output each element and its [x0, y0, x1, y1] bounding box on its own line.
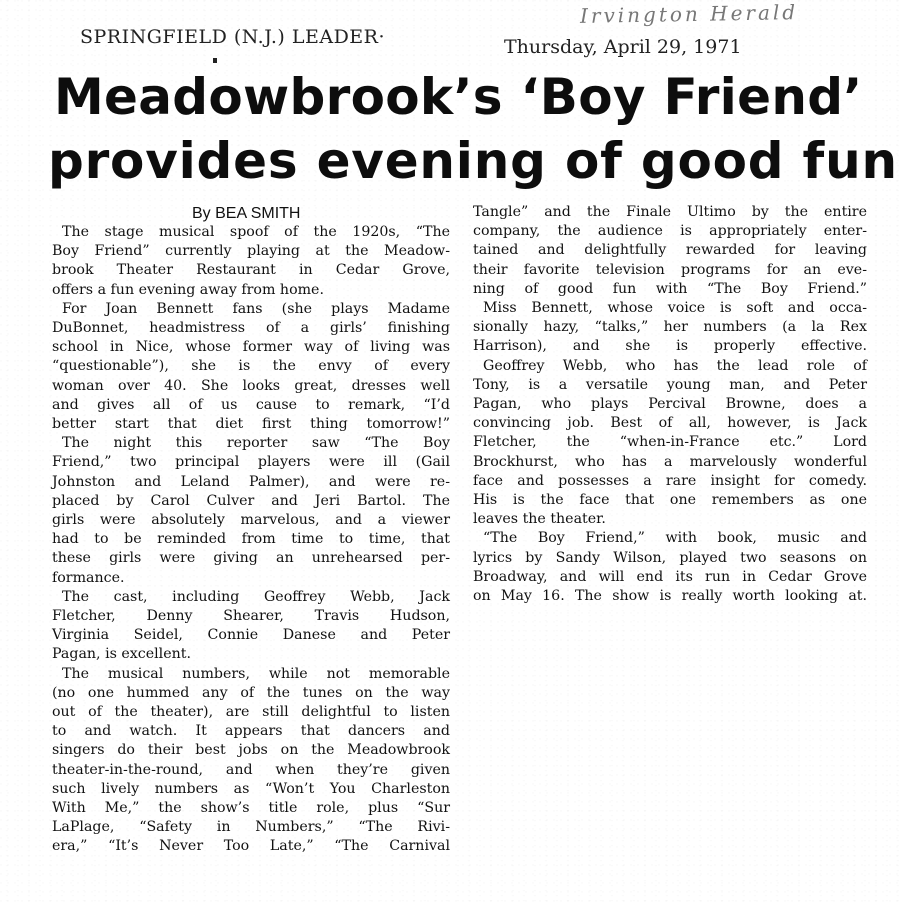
article-line: tained and delightfully rewarded for leaving — [473, 242, 867, 259]
article-line: to and watch. It appears that dancers and — [52, 723, 450, 740]
article-line: Tangle” and the Finale Ultimo by the entire — [473, 204, 867, 220]
article-line: sionally hazy, “talks,” her numbers (a la Rex — [473, 319, 867, 336]
article-line: had to be reminded from time to time, that — [52, 531, 450, 548]
article-line: out of the theater), are still delightful to listen — [52, 704, 450, 720]
article-line: Miss Bennett, whose voice is soft and occa- — [483, 300, 867, 316]
article-line: their favorite television programs for an eve- — [473, 261, 867, 278]
byline: By BEA SMITH — [192, 205, 301, 222]
article-line: on May 16. The show is really worth looking at. — [473, 588, 867, 604]
article-line: such lively numbers as “Won’t You Charleston — [52, 780, 450, 797]
article-line: “The Boy Friend,” with book, music and — [483, 530, 867, 547]
article-line: better start that diet first thing tomorrow!” — [52, 416, 450, 432]
article-line: (no one hummed any of the tunes on the way — [52, 684, 450, 701]
article-line: Geoffrey Webb, who has the lead role of — [483, 357, 867, 374]
article-line: singers do their best jobs on the Meadowbrook — [52, 742, 450, 759]
article-line: formance. — [52, 569, 125, 586]
article-line: The night this reporter saw “The Boy — [62, 435, 450, 452]
article-line: theater-in-the-round, and when they’re given — [52, 761, 450, 778]
article-line: offers a fun evening away from home. — [52, 281, 324, 298]
article-line: Boy Friend” currently playing at the Meadow- — [52, 243, 450, 260]
article-line: lyrics by Sandy Wilson, played two seasons on — [473, 549, 867, 566]
article-line: DuBonnet, headmistress of a girls’ finishing — [52, 320, 450, 336]
article-line: brook Theater Restaurant in Cedar Grove, — [52, 262, 450, 279]
article-line: and gives all of us cause to remark, “I’d — [52, 396, 450, 413]
article-line: LaPlage, “Safety in Numbers,” “The Rivi- — [52, 819, 450, 836]
article-line: The cast, including Geoffrey Webb, Jack — [62, 588, 450, 605]
article-line: Tony, is a versatile young man, and Peter — [473, 376, 867, 393]
article-line: face and possesses a rare insight for comedy. — [473, 472, 867, 489]
article-line: Johnston and Leland Palmer), and were re- — [52, 473, 450, 490]
article-line: Broadway, and will end its run in Cedar Grove — [473, 568, 867, 585]
article-line: company, the audience is appropriately enter- — [473, 223, 867, 240]
article-line: woman over 40. She looks great, dresses well — [52, 377, 450, 394]
article-line: placed by Carol Culver and Jeri Bartol. The — [52, 492, 450, 509]
publication-date: Thursday, April 29, 1971 — [504, 36, 742, 58]
article-line: ning of good fun with “The Boy Friend.” — [473, 280, 867, 297]
article-line: The musical numbers, while not memorable — [62, 665, 450, 682]
article-line: Harrison), and she is properly effective. — [473, 338, 867, 355]
article-line: these girls were giving an unrehearsed per- — [52, 550, 450, 567]
article-line: For Joan Bennett fans (she plays Madame — [62, 300, 450, 317]
handwritten-note: Irvington Herald — [579, 0, 799, 28]
article-line: Friend,” two principal players were ill (Gail — [52, 454, 450, 471]
article-line: Pagan, who plays Percival Browne, does a — [473, 396, 867, 412]
article-line: Virginia Seidel, Connie Danese and Peter — [52, 627, 450, 644]
article-line: “questionable”), she is the envy of every — [52, 358, 450, 375]
article-line: girls were absolutely marvelous, and a viewer — [52, 512, 450, 528]
article-line: With Me,” the show’s title role, plus “Sur — [52, 800, 450, 816]
article-line: Fletcher, the “when-in-France etc.” Lord — [473, 434, 867, 451]
article-line: The stage musical spoof of the 1920s, “The — [62, 224, 450, 240]
article-line: Fletcher, Denny Shearer, Travis Hudson, — [52, 608, 450, 624]
article-line: Brockhurst, who has a marvelously wonderful — [473, 453, 867, 470]
newspaper-masthead: SPRINGFIELD (N.J.) LEADER· — [80, 26, 386, 48]
article-line: school in Nice, whose former way of living was — [52, 339, 450, 356]
article-line: His is the face that one remembers as one — [473, 492, 867, 508]
headline-line-2: provides evening of good fun — [48, 132, 898, 190]
article-line: era,” “It’s Never Too Late,” “The Carnival — [52, 838, 450, 855]
article-line: leaves the theater. — [473, 511, 606, 528]
article-line: Pagan, is excellent. — [52, 646, 191, 663]
article-line: convincing job. Best of all, however, is Jack — [473, 415, 867, 432]
headline-line-1: Meadowbrook’s ‘Boy Friend’ — [54, 68, 863, 126]
bullet-mark — [213, 58, 217, 63]
